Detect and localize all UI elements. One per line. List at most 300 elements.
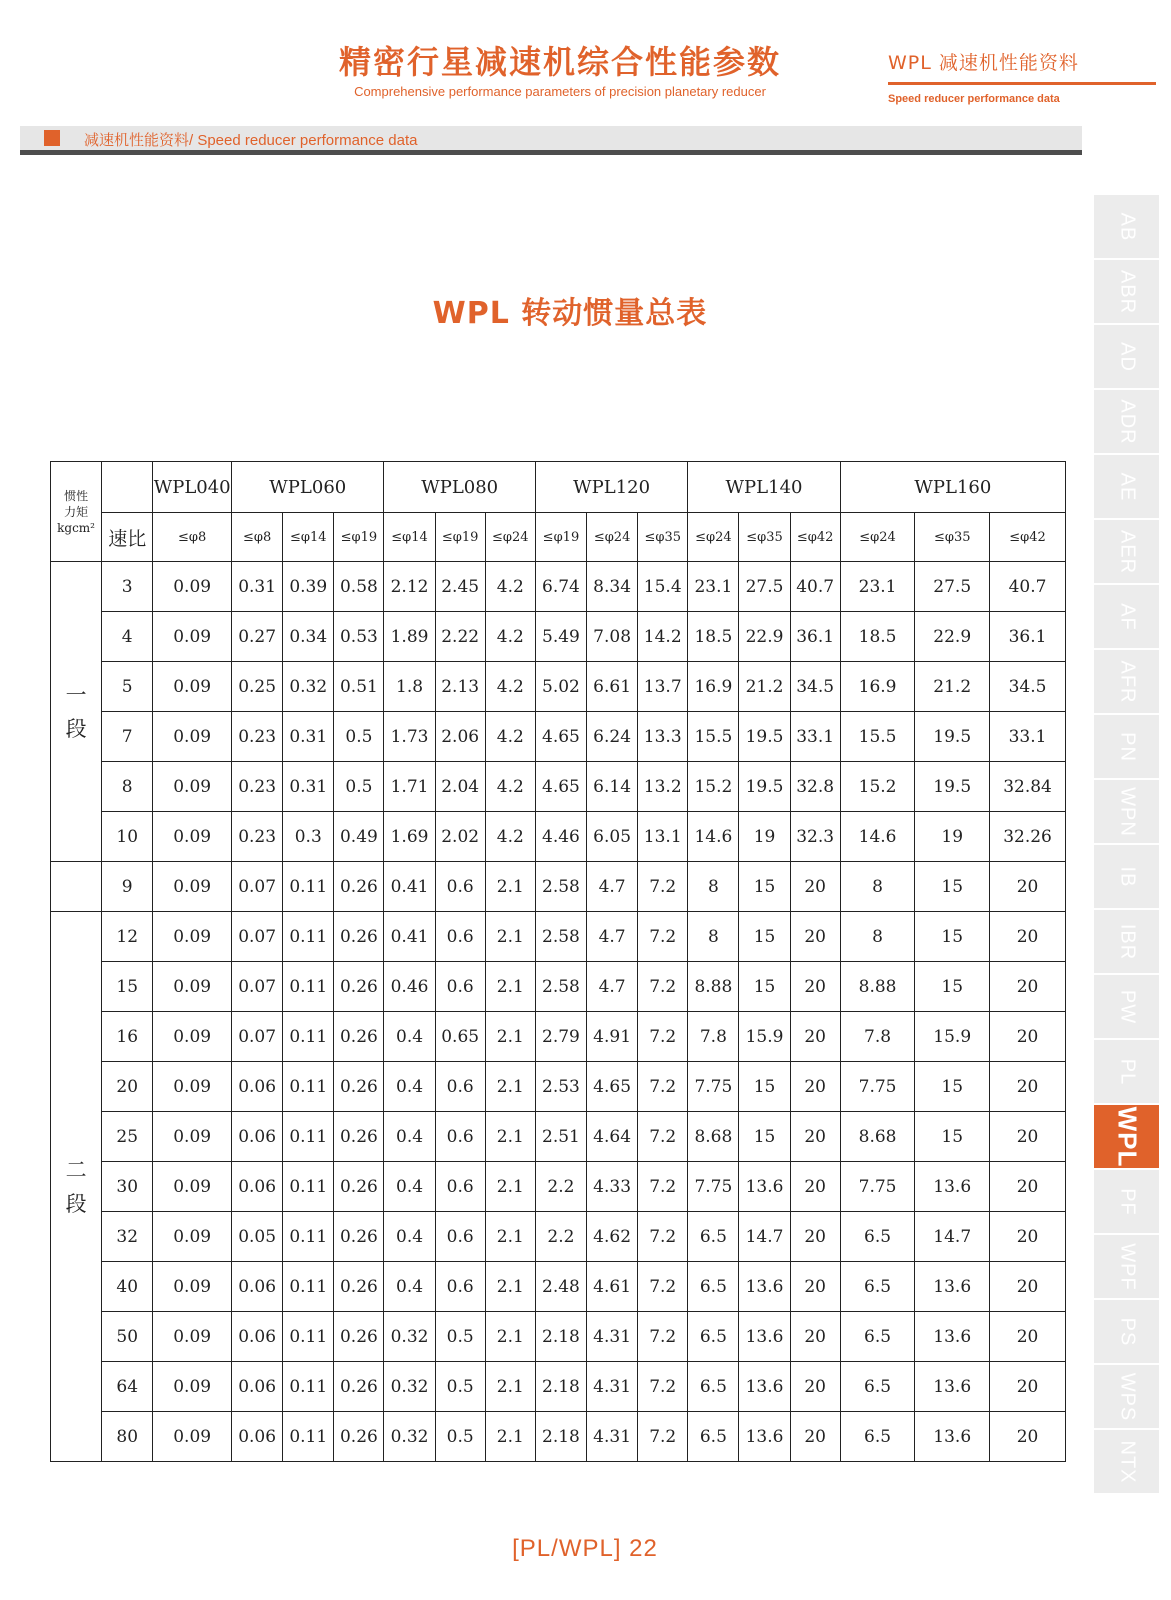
- unit-line-2: 力矩: [64, 504, 89, 519]
- stage2-label: [51, 912, 102, 1462]
- page-heading: WPL 转动惯量总表: [432, 296, 708, 331]
- value-cell: 2.1: [485, 912, 535, 962]
- value-cell: 20: [990, 1262, 1066, 1312]
- value-cell: 0.26: [334, 1162, 384, 1212]
- value-cell: 7.2: [638, 1212, 688, 1262]
- table-row: [51, 1112, 1066, 1162]
- tab-label: PF: [1116, 1187, 1138, 1216]
- tab-pl[interactable]: [1094, 1040, 1159, 1103]
- tab-label: AFR: [1116, 660, 1138, 703]
- value-cell: 4.62: [587, 1212, 638, 1262]
- value-cell: 15.5: [688, 712, 739, 762]
- value-cell: 4.31: [587, 1362, 638, 1412]
- value-cell: 13.6: [915, 1162, 990, 1212]
- value-cell: 20: [790, 1012, 840, 1062]
- value-cell: 0.11: [283, 1312, 334, 1362]
- tab-label: PW: [1116, 989, 1138, 1024]
- value-cell: 0.26: [334, 1012, 384, 1062]
- tab-label: PL: [1116, 1058, 1138, 1085]
- shaft-header: ≤φ19: [334, 513, 384, 562]
- value-cell: 0.06: [232, 1262, 283, 1312]
- value-cell: 15.4: [638, 562, 688, 612]
- value-cell: 0.11: [283, 1062, 334, 1112]
- empty-stage-cell: [51, 862, 102, 912]
- value-cell: 0.4: [384, 1112, 435, 1162]
- value-cell: 36.1: [790, 612, 840, 662]
- value-cell: 0.09: [153, 862, 232, 912]
- value-cell: 20: [990, 1162, 1066, 1212]
- value-cell: 20: [990, 862, 1066, 912]
- value-cell: 4.2: [485, 562, 535, 612]
- value-cell: 4.65: [535, 712, 586, 762]
- value-cell: 14.7: [915, 1212, 990, 1262]
- value-cell: 0.32: [384, 1412, 435, 1462]
- model-header: WPL060: [232, 462, 384, 513]
- value-cell: 15: [739, 912, 790, 962]
- value-cell: 0.09: [153, 1312, 232, 1362]
- value-cell: 20: [990, 1412, 1066, 1462]
- value-cell: 0.09: [153, 1212, 232, 1262]
- value-cell: 4.7: [587, 862, 638, 912]
- value-cell: 0.06: [232, 1412, 283, 1462]
- table-row: [51, 1062, 1066, 1112]
- tab-adr[interactable]: [1094, 390, 1159, 453]
- shaft-header: ≤φ42: [990, 513, 1066, 562]
- value-cell: 7.2: [638, 962, 688, 1012]
- tab-aer[interactable]: [1094, 520, 1159, 583]
- value-cell: 16.9: [840, 662, 915, 712]
- shaft-header: ≤φ8: [153, 513, 232, 562]
- value-cell: 0.06: [232, 1312, 283, 1362]
- value-cell: 0.07: [232, 912, 283, 962]
- value-cell: 2.1: [485, 962, 535, 1012]
- tab-label: WPF: [1116, 1242, 1138, 1291]
- value-cell: 2.2: [535, 1162, 586, 1212]
- value-cell: 20: [790, 1212, 840, 1262]
- value-cell: 7.75: [688, 1062, 739, 1112]
- value-cell: 0.11: [283, 1362, 334, 1412]
- value-cell: 15: [739, 862, 790, 912]
- tab-abr[interactable]: [1094, 260, 1159, 323]
- value-cell: 20: [790, 1262, 840, 1312]
- title-en: Comprehensive performance parameters of precision planetary reducer: [354, 84, 766, 99]
- shaft-header: ≤φ35: [739, 513, 790, 562]
- tab-ab[interactable]: [1094, 195, 1159, 258]
- unit-line-1: 惯性: [64, 488, 89, 503]
- value-cell: 21.2: [915, 662, 990, 712]
- ratio-cell: 20: [102, 1062, 153, 1112]
- value-cell: 20: [990, 1062, 1066, 1112]
- value-cell: 0.26: [334, 962, 384, 1012]
- value-cell: 27.5: [915, 562, 990, 612]
- value-cell: 0.46: [384, 962, 435, 1012]
- value-cell: 2.18: [535, 1312, 586, 1362]
- tab-label: PN: [1116, 731, 1138, 762]
- value-cell: 13.6: [915, 1262, 990, 1312]
- shaft-header: ≤φ19: [535, 513, 586, 562]
- value-cell: 2.53: [535, 1062, 586, 1112]
- value-cell: 0.6: [435, 1112, 485, 1162]
- tab-af[interactable]: [1094, 585, 1159, 648]
- empty-header-cell: [102, 462, 153, 513]
- value-cell: 0.09: [153, 562, 232, 612]
- value-cell: 4.7: [587, 962, 638, 1012]
- value-cell: 0.32: [384, 1362, 435, 1412]
- value-cell: 0.09: [153, 662, 232, 712]
- value-cell: 4.2: [485, 662, 535, 712]
- value-cell: 2.58: [535, 912, 586, 962]
- value-cell: 0.5: [435, 1312, 485, 1362]
- tab-pn[interactable]: [1094, 715, 1159, 778]
- value-cell: 19.5: [739, 712, 790, 762]
- value-cell: 15: [739, 1062, 790, 1112]
- value-cell: 4.91: [587, 1012, 638, 1062]
- value-cell: 4.2: [485, 762, 535, 812]
- value-cell: 0.25: [232, 662, 283, 712]
- value-cell: 7.2: [638, 1412, 688, 1462]
- value-cell: 0.07: [232, 1012, 283, 1062]
- value-cell: 32.8: [790, 762, 840, 812]
- table-row: [51, 1312, 1066, 1362]
- shaft-header: ≤φ24: [688, 513, 739, 562]
- tab-label: AD: [1116, 341, 1138, 372]
- value-cell: 20: [990, 1312, 1066, 1362]
- value-cell: 20: [790, 862, 840, 912]
- tab-wpl[interactable]: [1094, 1105, 1159, 1168]
- value-cell: 8.34: [587, 562, 638, 612]
- value-cell: 0.4: [384, 1062, 435, 1112]
- value-cell: 0.26: [334, 1312, 384, 1362]
- ratio-cell: 12: [102, 912, 153, 962]
- shaft-header: ≤φ19: [435, 513, 485, 562]
- value-cell: 7.2: [638, 1162, 688, 1212]
- ratio-cell: 10: [102, 812, 153, 862]
- value-cell: 14.6: [840, 812, 915, 862]
- value-cell: 8.68: [688, 1112, 739, 1162]
- value-cell: 32.3: [790, 812, 840, 862]
- value-cell: 34.5: [790, 662, 840, 712]
- value-cell: 20: [790, 1362, 840, 1412]
- value-cell: 0.09: [153, 712, 232, 762]
- value-cell: 34.5: [990, 662, 1066, 712]
- value-cell: 0.09: [153, 812, 232, 862]
- ratio-cell: 30: [102, 1162, 153, 1212]
- value-cell: 19: [739, 812, 790, 862]
- ratio-cell: 64: [102, 1362, 153, 1412]
- stage1-label-top: 一: [65, 682, 87, 707]
- value-cell: 20: [790, 1112, 840, 1162]
- tab-ae[interactable]: [1094, 455, 1159, 518]
- value-cell: 0.09: [153, 1262, 232, 1312]
- tab-wpn[interactable]: [1094, 780, 1159, 843]
- value-cell: 15.5: [840, 712, 915, 762]
- table-row: [51, 712, 1066, 762]
- shaft-header: ≤φ24: [485, 513, 535, 562]
- value-cell: 0.11: [283, 1162, 334, 1212]
- value-cell: 14.2: [638, 612, 688, 662]
- value-cell: 4.2: [485, 812, 535, 862]
- tab-pw[interactable]: [1094, 975, 1159, 1038]
- table-row: [51, 612, 1066, 662]
- value-cell: 2.1: [485, 1412, 535, 1462]
- ratio-cell: 9: [102, 862, 153, 912]
- value-cell: 20: [990, 1012, 1066, 1062]
- value-cell: 7.2: [638, 1262, 688, 1312]
- value-cell: 1.73: [384, 712, 435, 762]
- value-cell: 13.6: [739, 1262, 790, 1312]
- value-cell: 0.4: [384, 1012, 435, 1062]
- value-cell: 6.5: [840, 1262, 915, 1312]
- tab-pf[interactable]: [1094, 1170, 1159, 1233]
- ratio-cell: 8: [102, 762, 153, 812]
- value-cell: 7.2: [638, 1312, 688, 1362]
- unit-line-3: kgcm²: [57, 520, 95, 535]
- value-cell: 20: [990, 912, 1066, 962]
- value-cell: 0.51: [334, 662, 384, 712]
- value-cell: 0.5: [435, 1362, 485, 1412]
- value-cell: 2.51: [535, 1112, 586, 1162]
- value-cell: 0.4: [384, 1212, 435, 1262]
- header-right-rule: [888, 82, 1156, 85]
- value-cell: 19.5: [915, 762, 990, 812]
- value-cell: 32.84: [990, 762, 1066, 812]
- value-cell: 5.02: [535, 662, 586, 712]
- value-cell: 13.3: [638, 712, 688, 762]
- section-bar-label: 减速机性能资料/ Speed reducer performance data: [84, 132, 418, 149]
- ratio-cell: 3: [102, 562, 153, 612]
- value-cell: 0.23: [232, 762, 283, 812]
- value-cell: 0.27: [232, 612, 283, 662]
- value-cell: 0.26: [334, 1062, 384, 1112]
- value-cell: 0.6: [435, 1212, 485, 1262]
- table-row: [51, 1212, 1066, 1262]
- value-cell: 0.58: [334, 562, 384, 612]
- page-footer: [PL/WPL] 22: [512, 1535, 658, 1562]
- value-cell: 22.9: [739, 612, 790, 662]
- value-cell: 0.11: [283, 1012, 334, 1062]
- value-cell: 1.69: [384, 812, 435, 862]
- value-cell: 4.46: [535, 812, 586, 862]
- value-cell: 15: [915, 862, 990, 912]
- value-cell: 0.26: [334, 1362, 384, 1412]
- tab-wpf[interactable]: [1094, 1235, 1159, 1298]
- ratio-cell: 7: [102, 712, 153, 762]
- value-cell: 0.07: [232, 962, 283, 1012]
- value-cell: 7.8: [840, 1012, 915, 1062]
- value-cell: 2.18: [535, 1412, 586, 1462]
- value-cell: 15: [915, 912, 990, 962]
- value-cell: 13.6: [915, 1362, 990, 1412]
- value-cell: 4.7: [587, 912, 638, 962]
- stage1-label: [51, 562, 102, 862]
- model-header: WPL140: [688, 462, 840, 513]
- value-cell: 21.2: [739, 662, 790, 712]
- value-cell: 7.75: [688, 1162, 739, 1212]
- value-cell: 0.09: [153, 1062, 232, 1112]
- value-cell: 15: [739, 1112, 790, 1162]
- tab-ad[interactable]: [1094, 325, 1159, 388]
- tab-label: AE: [1116, 472, 1138, 501]
- ratio-cell: 15: [102, 962, 153, 1012]
- value-cell: 15.2: [688, 762, 739, 812]
- value-cell: 5.49: [535, 612, 586, 662]
- document-title: [330, 42, 790, 99]
- value-cell: 0.06: [232, 1112, 283, 1162]
- tab-wps[interactable]: [1094, 1365, 1159, 1428]
- value-cell: 20: [790, 962, 840, 1012]
- header-right: [888, 50, 1158, 105]
- value-cell: 6.5: [688, 1412, 739, 1462]
- value-cell: 20: [990, 1212, 1066, 1262]
- value-cell: 0.11: [283, 962, 334, 1012]
- section-square-icon: [44, 130, 60, 146]
- value-cell: 13.1: [638, 812, 688, 862]
- value-cell: 4.65: [535, 762, 586, 812]
- table-row: [51, 1362, 1066, 1412]
- value-cell: 0.49: [334, 812, 384, 862]
- value-cell: 2.2: [535, 1212, 586, 1262]
- tab-label: PS: [1116, 1317, 1138, 1346]
- tab-afr[interactable]: [1094, 650, 1159, 713]
- value-cell: 6.5: [688, 1362, 739, 1412]
- value-cell: 8.68: [840, 1112, 915, 1162]
- value-cell: 0.11: [283, 1412, 334, 1462]
- value-cell: 0.09: [153, 1012, 232, 1062]
- value-cell: 0.26: [334, 1412, 384, 1462]
- tab-label: AER: [1116, 529, 1138, 574]
- value-cell: 20: [790, 1062, 840, 1112]
- shaft-header: ≤φ14: [384, 513, 435, 562]
- value-cell: 2.13: [435, 662, 485, 712]
- value-cell: 13.2: [638, 762, 688, 812]
- stage2-label-top: 二: [65, 1157, 87, 1182]
- value-cell: 7.2: [638, 1012, 688, 1062]
- value-cell: 0.6: [435, 912, 485, 962]
- value-cell: 0.11: [283, 862, 334, 912]
- value-cell: 0.09: [153, 612, 232, 662]
- value-cell: 0.34: [283, 612, 334, 662]
- value-cell: 20: [990, 962, 1066, 1012]
- table-row: [51, 562, 1066, 612]
- value-cell: 2.1: [485, 1312, 535, 1362]
- value-cell: 0.06: [232, 1162, 283, 1212]
- value-cell: 6.61: [587, 662, 638, 712]
- value-cell: 4.65: [587, 1062, 638, 1112]
- model-header: WPL040: [153, 462, 232, 513]
- value-cell: 7.2: [638, 912, 688, 962]
- value-cell: 6.5: [688, 1262, 739, 1312]
- value-cell: 0.39: [283, 562, 334, 612]
- value-cell: 0.09: [153, 962, 232, 1012]
- value-cell: 0.11: [283, 1112, 334, 1162]
- value-cell: 8: [840, 912, 915, 962]
- table-row: [51, 1412, 1066, 1462]
- value-cell: 15: [915, 1112, 990, 1162]
- value-cell: 4.2: [485, 612, 535, 662]
- header-right-cn: WPL 减速机性能资料: [888, 52, 1079, 74]
- value-cell: 19: [915, 812, 990, 862]
- value-cell: 8.88: [840, 962, 915, 1012]
- value-cell: 0.53: [334, 612, 384, 662]
- value-cell: 0.65: [435, 1012, 485, 1062]
- shaft-header: ≤φ14: [283, 513, 334, 562]
- value-cell: 4.31: [587, 1312, 638, 1362]
- value-cell: 14.7: [739, 1212, 790, 1262]
- value-cell: 0.6: [435, 1262, 485, 1312]
- value-cell: 15: [915, 1062, 990, 1112]
- ratio-header: 速比: [102, 513, 153, 562]
- value-cell: 15: [915, 962, 990, 1012]
- shaft-header: ≤φ8: [232, 513, 283, 562]
- table-row: [51, 912, 1066, 962]
- value-cell: 18.5: [688, 612, 739, 662]
- value-cell: 16.9: [688, 662, 739, 712]
- value-cell: 13.6: [739, 1312, 790, 1362]
- value-cell: 0.26: [334, 1212, 384, 1262]
- value-cell: 0.32: [283, 662, 334, 712]
- value-cell: 0.09: [153, 1112, 232, 1162]
- value-cell: 6.5: [840, 1312, 915, 1362]
- tab-ntx[interactable]: [1094, 1430, 1159, 1493]
- ratio-cell: 16: [102, 1012, 153, 1062]
- value-cell: 2.1: [485, 1062, 535, 1112]
- value-cell: 0.3: [283, 812, 334, 862]
- value-cell: 2.1: [485, 862, 535, 912]
- value-cell: 0.07: [232, 862, 283, 912]
- stage2-label-bottom: 段: [65, 1191, 87, 1216]
- value-cell: 1.8: [384, 662, 435, 712]
- ratio-cell: 4: [102, 612, 153, 662]
- value-cell: 20: [990, 1362, 1066, 1412]
- value-cell: 0.26: [334, 1262, 384, 1312]
- value-cell: 2.1: [485, 1262, 535, 1312]
- table-row: [51, 1012, 1066, 1062]
- tab-ibr[interactable]: [1094, 910, 1159, 973]
- value-cell: 32.26: [990, 812, 1066, 862]
- table-header-models: [51, 462, 1066, 513]
- shaft-header: ≤φ35: [638, 513, 688, 562]
- value-cell: 15.2: [840, 762, 915, 812]
- value-cell: 0.32: [384, 1312, 435, 1362]
- tab-label: ADR: [1116, 398, 1138, 445]
- tab-ps[interactable]: [1094, 1300, 1159, 1363]
- tab-ib[interactable]: [1094, 845, 1159, 908]
- tab-label: IB: [1116, 866, 1138, 887]
- value-cell: 6.5: [840, 1412, 915, 1462]
- shaft-header: ≤φ35: [915, 513, 990, 562]
- value-cell: 0.26: [334, 1112, 384, 1162]
- title-cn: 精密行星减速机综合性能参数: [338, 43, 781, 81]
- value-cell: 22.9: [915, 612, 990, 662]
- stage1-label-bottom: 段: [65, 716, 87, 741]
- value-cell: 6.5: [840, 1362, 915, 1412]
- value-cell: 13.6: [739, 1162, 790, 1212]
- value-cell: 0.5: [334, 712, 384, 762]
- value-cell: 2.1: [485, 1212, 535, 1262]
- value-cell: 0.4: [384, 1262, 435, 1312]
- value-cell: 0.09: [153, 762, 232, 812]
- ratio-cell: 5: [102, 662, 153, 712]
- value-cell: 2.48: [535, 1262, 586, 1312]
- value-cell: 20: [790, 1412, 840, 1462]
- value-cell: 0.06: [232, 1362, 283, 1412]
- side-tab-nav: [1094, 195, 1159, 1495]
- value-cell: 7.2: [638, 862, 688, 912]
- table-row: [51, 662, 1066, 712]
- value-cell: 7.75: [840, 1162, 915, 1212]
- value-cell: 6.5: [688, 1312, 739, 1362]
- section-bar: [20, 126, 1082, 155]
